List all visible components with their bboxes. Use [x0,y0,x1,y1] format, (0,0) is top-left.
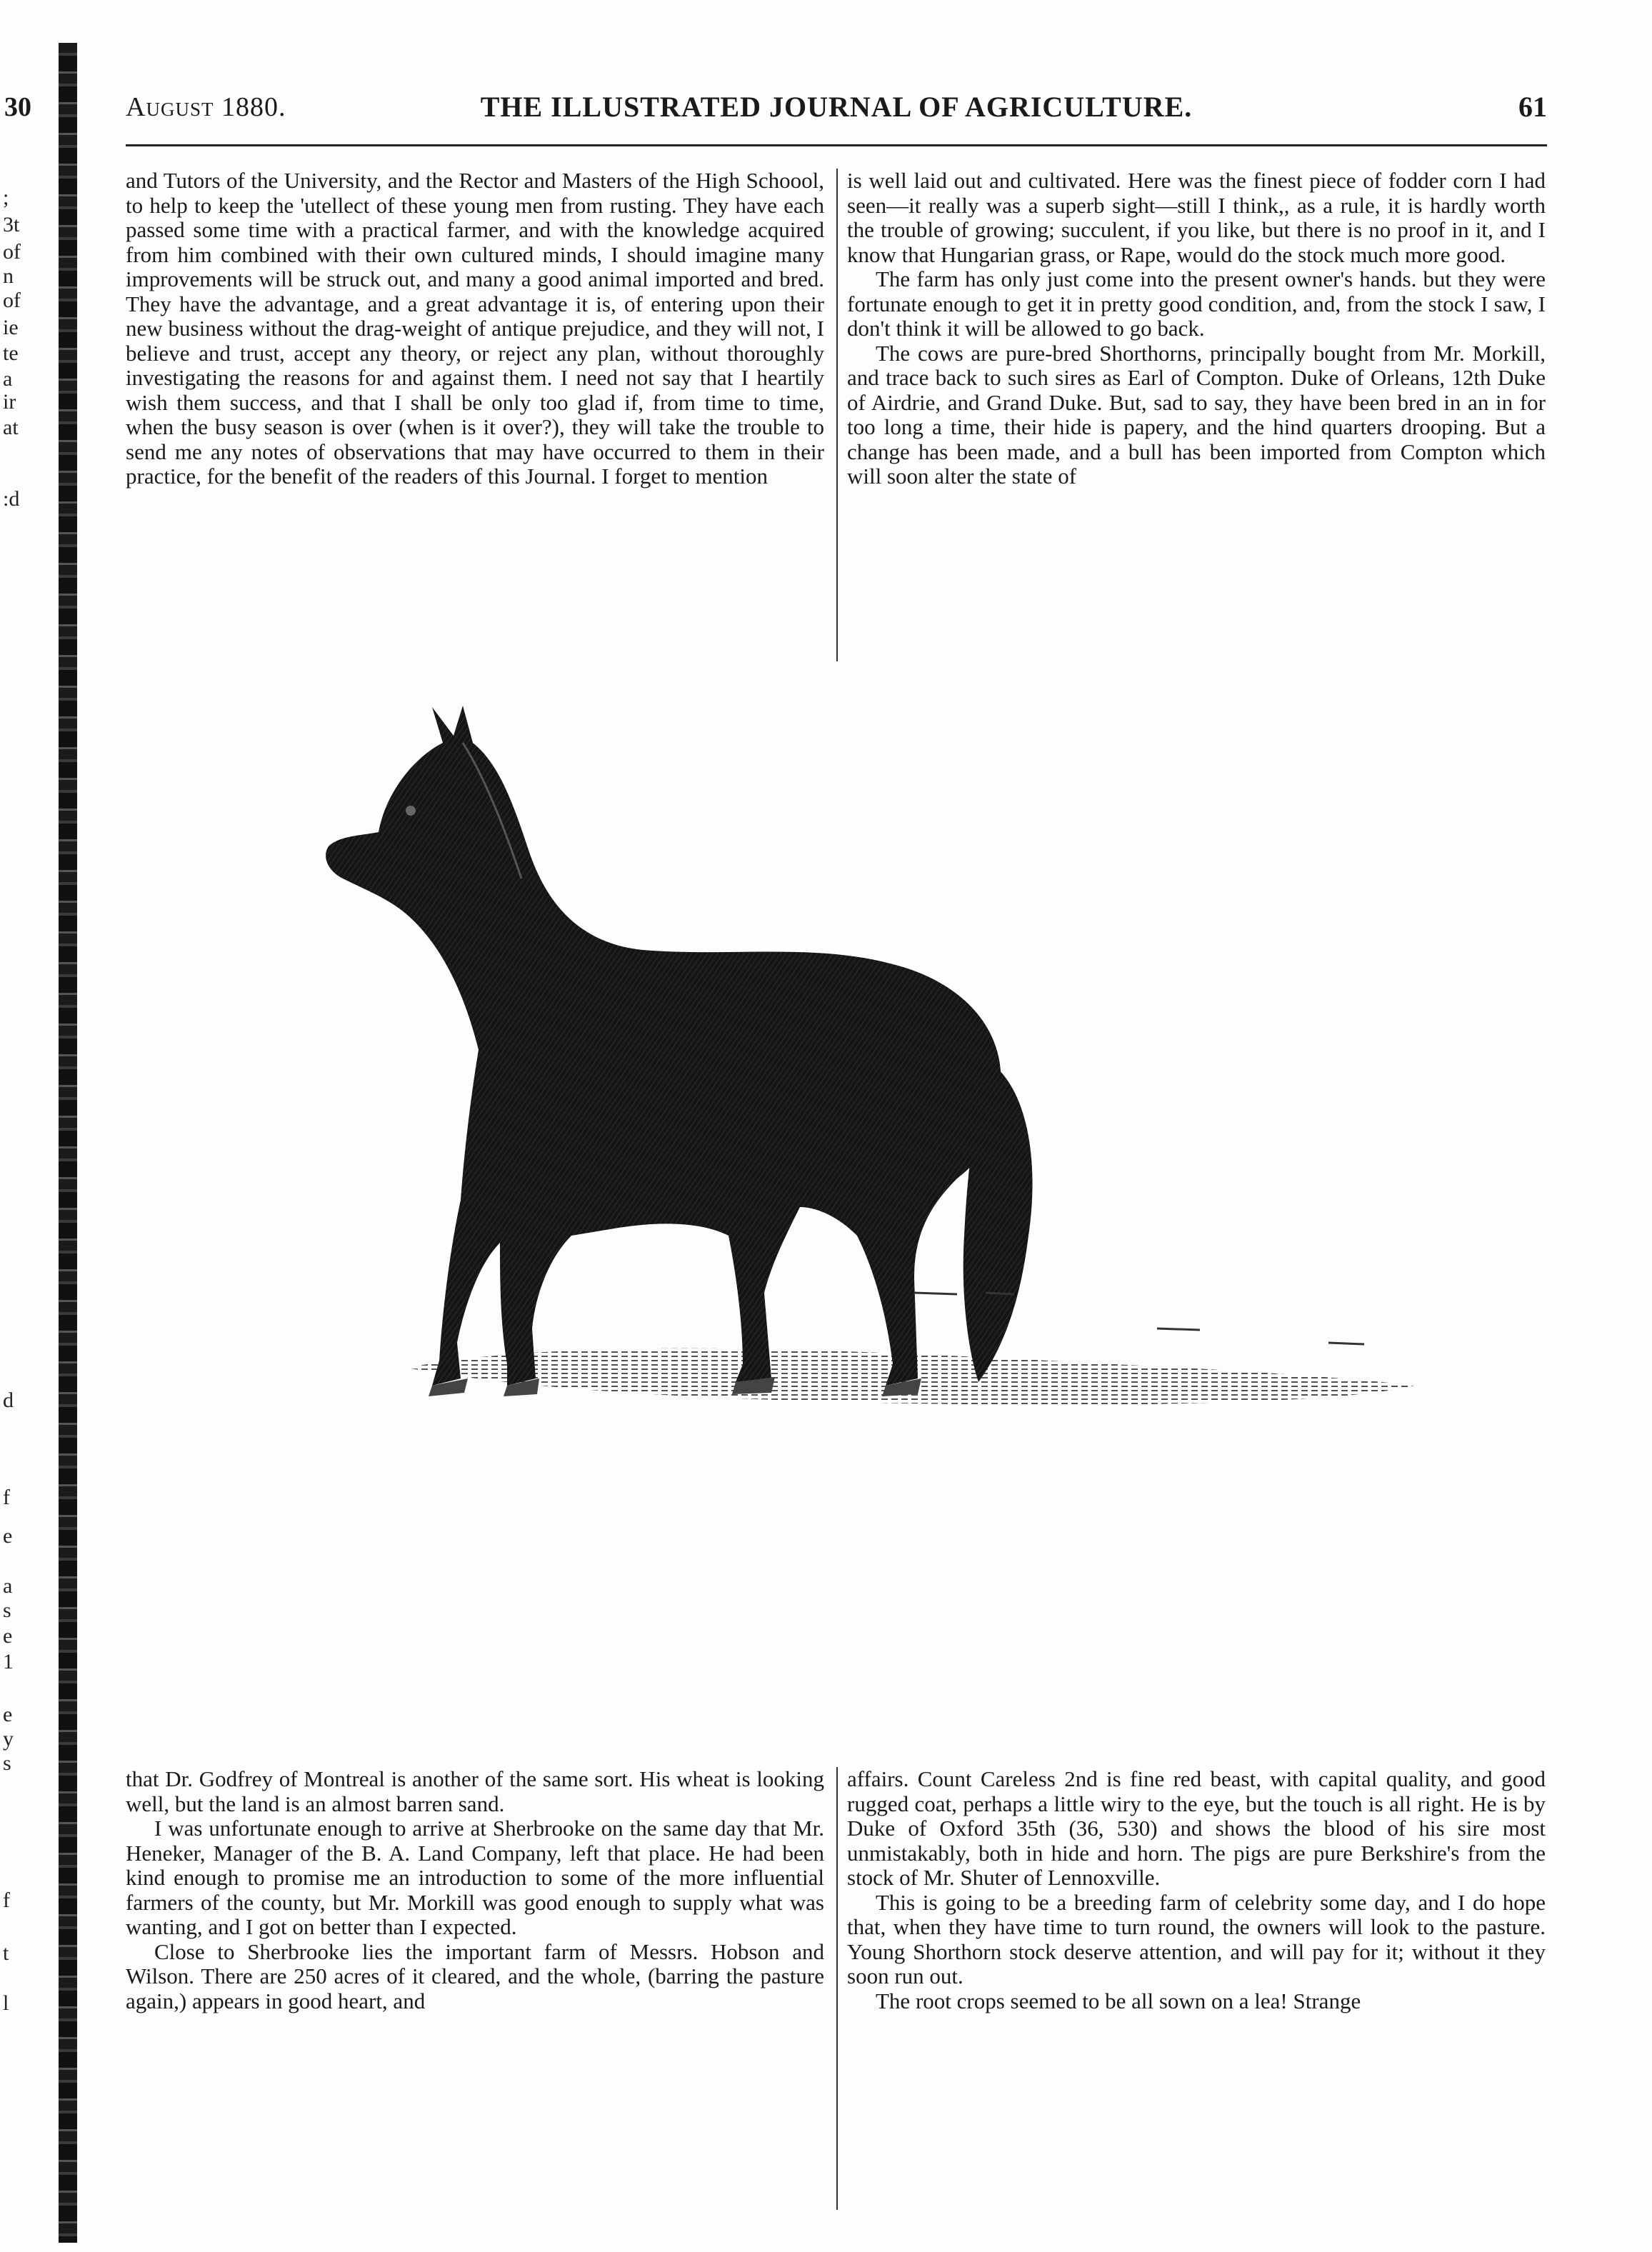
gutter-fragment: ; [3,186,9,209]
header-rule [126,144,1547,146]
gutter-fragment: 1 [3,1650,14,1673]
journal-title: THE ILLUSTRATED JOURNAL OF AGRICULTURE. [480,91,1193,123]
gutter-fragment: l [3,1991,9,2015]
paragraph: Close to Sherbrooke lies the important farm of Messrs. Hobson and Wilson. There are 250 acres of it cleared, and the whole, (barring the pasture again,) appears in good heart, and [126,1938,824,2013]
horse-engraving-icon [271,664,1457,1450]
gutter-fragment: s [3,1598,11,1622]
gutter-fragment: ir [3,390,16,414]
column-divider [836,1767,838,2210]
paragraph: This is going to be a breeding farm of celebrity some day, and I do hope that, when they have time to turn round, the owners will look to the pasture. Young Shorthorn stock deserve attention, and will pay for it; without it they soon run out. [847,1889,1546,1988]
gutter-fragment: 3t [3,213,20,236]
gutter-fragment: d [3,1388,14,1412]
paragraph: is well laid out and cultivated. Here was the finest piece of fodder corn I had seen—it really was a superb sight—still I think,, as a rule, it is hardly worth the trouble of growing; succulent, if you like, but there is no proof in it, and I know that Hungarian grass, or Rape, would do the stock much more good. [847,168,1546,267]
paragraph: The farm has only just come into the present owner's hands. but they were fortunate enough to get it in pretty good condition, and, from the stock I saw, I don't think it will be allowed to go back. [847,266,1546,341]
page-number: 61 [1518,91,1547,123]
gutter-fragment: at [3,416,19,439]
column-divider [836,169,838,661]
gutter-fragment: n [3,264,14,288]
gutter-fragment: of [3,240,21,264]
paragraph: and Tutors of the University, and the Rector and Masters of the High Schoool, to help to keep the 'utellect of these young men from rusting. They have each passed some time with a practical farmer, and with the knowledge acquired from him combined with their own cultured minds, I should imagine many improvements will be struck out, and many a good animal imported and bred. They have the advantage, and a great advantage it is, of entering upon their new business without the drag-weight of antique prejudice, and they will not, I believe and trust, accept any theory, or reject any plan, without thoroughly investigating the reasons for and against them. I need not say that I heartily wish them success, and that I shall be only too glad if, from time to time, when the busy season is over (when is it over?), they will take the trouble to send me any notes of observations that may have occurred to them in their practice, for the benefit of the readers of this Journal. I forget to mention [126,168,824,489]
binding-shadow [59,43,77,2243]
paragraph: affairs. Count Careless 2nd is fine red beast, with capital quality, and good rugged coat, perhaps a little wiry to the eye, but the touch is all right. He is by Duke of Oxford 35th (36, 530) and shows the blood of his sire most unmistakably, both in hide and horn. The pigs are pure Berkshire's from the stock of Mr. Shuter of Lennoxville. [847,1766,1546,1890]
gutter-fragment: f [3,1888,10,1912]
gutter-fragment: s [3,1751,11,1775]
gutter-fragment: te [3,341,19,365]
column-left-top [126,169,824,489]
horse-illustration [271,664,1457,1450]
page-gutter [0,0,107,2252]
column-right-top [847,169,1546,489]
paragraph: The root crops seemed to be all sown on a lea! Strange [876,1988,1361,2013]
gutter-fragment: a [3,1574,13,1598]
gutter-fragment: f [3,1486,10,1509]
gutter-fragment: e [3,1703,13,1726]
gutter-fragment: ie [3,316,19,339]
column-right-bottom [847,1767,1546,2013]
column-left-bottom [126,1767,824,2013]
paragraph: The cows are pure-bred Shorthorns, principally bought from Mr. Morkill, and trace back to such sires as Earl of Compton. Duke of Orleans, 12th Duke of Airdrie, and Grand Duke. But, sad to say, they have been bred in an in for too long a time, their hide is papery, and the hind quarters drooping. But a change has been made, and a bull has been imported from Compton which will soon alter the state of [847,340,1546,489]
gutter-fragment: of [3,289,21,312]
gutter-fragment: a [3,367,13,391]
gutter-fragment: y [3,1727,14,1751]
gutter-fragment: :d [3,487,20,511]
paragraph: that Dr. Godfrey of Montreal is another of the same sort. His wheat is looking well, but the land is an almost barren sand. [126,1766,824,1816]
horse-eye-icon [406,806,416,816]
gutter-fragment: e [3,1624,13,1648]
issue-date: August 1880. [126,92,286,122]
running-header [126,87,1547,127]
gutter-fragment: t [3,1941,9,1965]
paragraph: I was unfortunate enough to arrive at Sherbrooke on the same day that Mr. Heneker, Manager of the B. A. Land Company, left that place. He had been kind enough to promise me an introduction to some of the more influential farmers of the county, but Mr. Morkill was good enough to supply what was wanting, and I got on better than I expected. [126,1816,824,1939]
gutter-fragment: e [3,1524,13,1548]
facing-page-number: 30 [4,92,31,122]
